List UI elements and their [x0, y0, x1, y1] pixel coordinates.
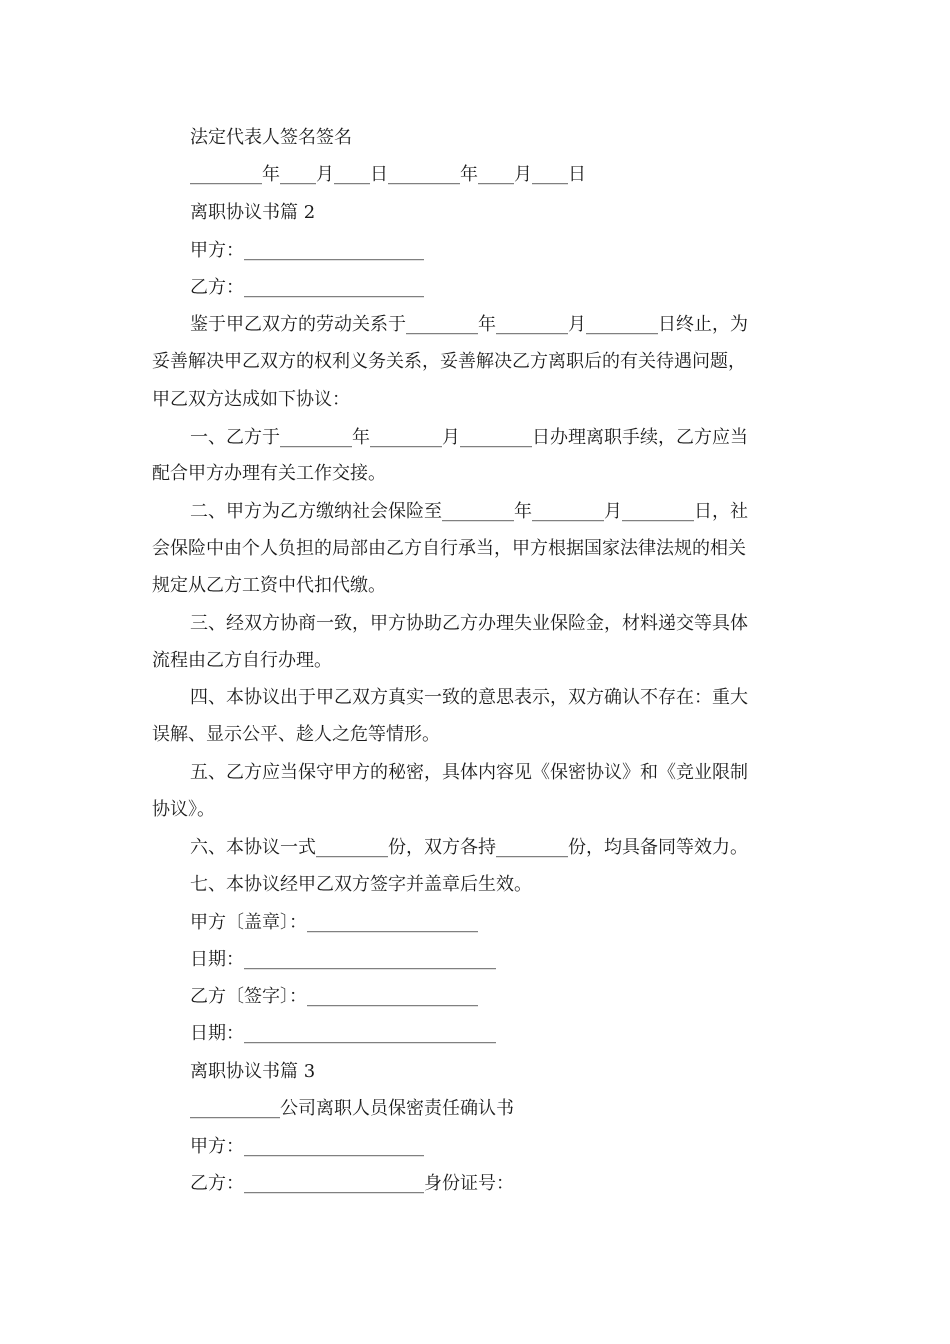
clause-3-line-2: 流程由乙方自行办理。 [152, 650, 332, 671]
preamble-line-1: 鉴于甲乙双方的劳动关系于________年________月________日终止，为 [190, 314, 748, 335]
date-line: ________年____月____日________年____月____日 [190, 164, 586, 185]
clause-6: 六、本协议一式________份，双方各持________份，均具备同等效力。 [190, 837, 748, 858]
party-a-field-2: 甲方：____________________ [190, 1136, 424, 1157]
clause-7: 七、本协议经甲乙双方签字并盖章后生效。 [190, 874, 532, 895]
clause-5-line-2: 协议》。 [152, 799, 215, 820]
clause-4-line-1: 四、本协议出于甲乙双方真实一致的意思表示，双方确认不存在：重大 [190, 687, 748, 708]
party-a-date-field: 日期：____________________________ [190, 949, 496, 970]
clause-5-line-1: 五、乙方应当保守甲方的秘密，具体内容见《保密协议》和《竞业限制 [190, 762, 748, 783]
party-a-field: 甲方：____________________ [190, 240, 424, 261]
party-b-id-field: 乙方：____________________身份证号： [190, 1173, 514, 1194]
signature-label: 法定代表人签名签名 [190, 127, 352, 148]
clause-4-line-2: 误解、显示公平、趁人之危等情形。 [152, 724, 440, 745]
clause-1-line-1: 一、乙方于________年________月________日办理离职手续，乙方应当 [190, 427, 748, 448]
party-b-sign-field: 乙方〔签字〕：___________________ [190, 986, 478, 1007]
clause-3-line-1: 三、经双方协商一致，甲方协助乙方办理失业保险金，材料递交等具体 [190, 613, 748, 634]
clause-2-line-2: 会保险中由个人负担的局部由乙方自行承当，甲方根据国家法律法规的相关 [152, 538, 746, 559]
section-title-2: 离职协议书篇 2 [190, 202, 316, 223]
clause-2-line-1: 二、甲方为乙方缴纳社会保险至________年________月________日，社 [190, 501, 748, 522]
party-b-date-field: 日期：____________________________ [190, 1023, 496, 1044]
party-b-field: 乙方：____________________ [190, 277, 424, 298]
party-a-seal-field: 甲方〔盖章〕：___________________ [190, 912, 478, 933]
clause-1-line-2: 配合甲方办理有关工作交接。 [152, 463, 386, 484]
confidentiality-title: __________公司离职人员保密责任确认书 [190, 1098, 514, 1119]
section-title-3: 离职协议书篇 3 [190, 1061, 316, 1082]
preamble-line-2: 妥善解决甲乙双方的权利义务关系，妥善解决乙方离职后的有关待遇问题， [152, 351, 746, 372]
preamble-line-3: 甲乙双方达成如下协议： [152, 389, 350, 410]
clause-2-line-3: 规定从乙方工资中代扣代缴。 [152, 575, 386, 596]
